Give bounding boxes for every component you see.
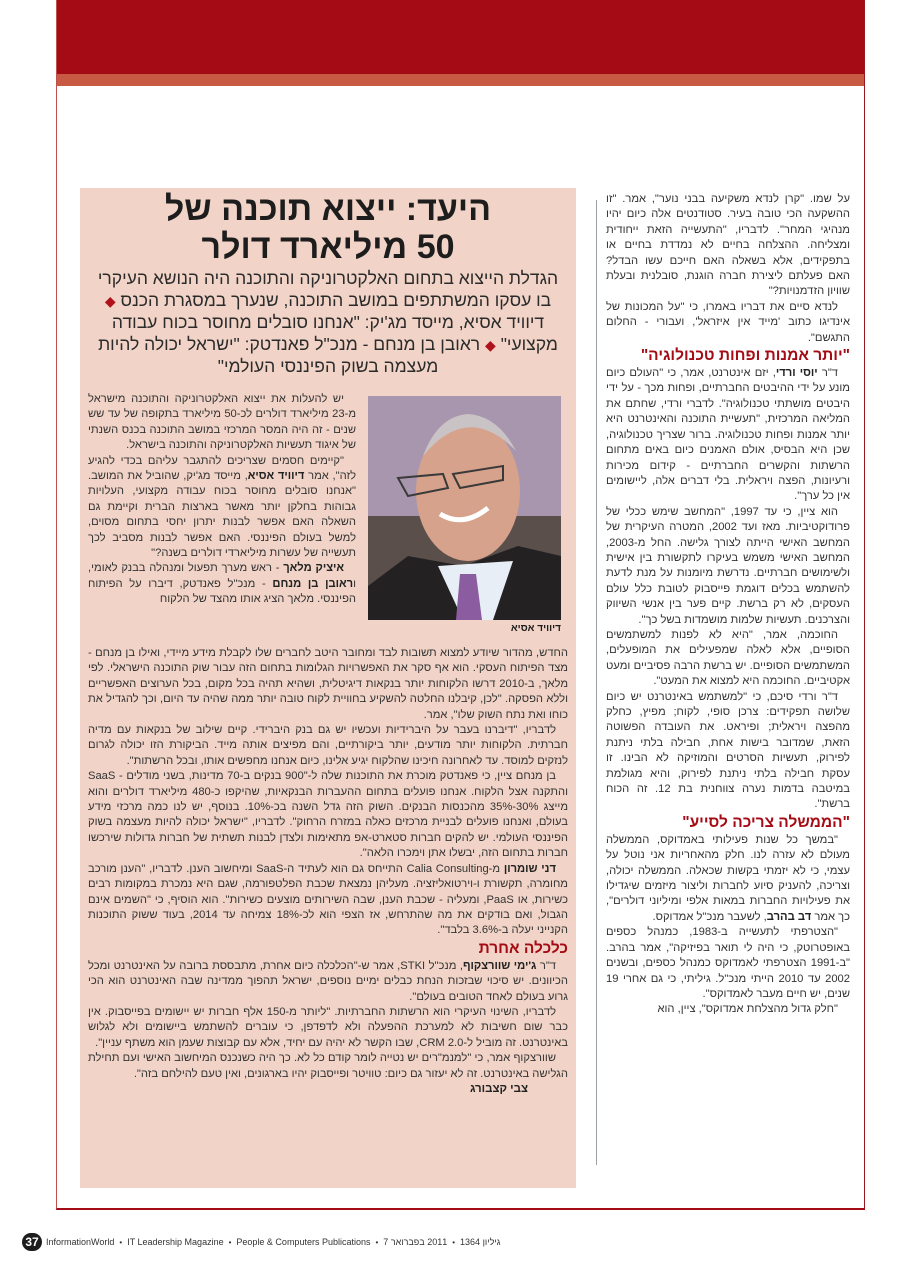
- paragraph: החדש, מהדור שיודע למצוא תשובות לבד ומחובר היטב לחברים שלו לקבלת מידע מיידי, ואילו בן מנחם - מצד הפיתוח העסקי. הוא אף סקר את האפשרויות הגלומות בתחום הזה עבור שוק התוכנה הישראלי. לפי מלאך, ב-2010 דרשו הלקוחות יותר בנקאות דיגיטלית, ושהיא תהיה בכל מקום, בכל הערוצים האפשריים וללא הפסקה. "לכן, קיבלנו החלטה להשקיע בחוויית לקוח טובה יותר ממה שהיה עד היום, וכך להגדיל את כוחו ואת נתח השוק שלו", אמר.: [88, 647, 569, 721]
- subhead-quote-ben-menachem: ראובן בן מנחם - מנכ"ל פאנדטק: "ישראל יכולה להיות מעצמה בשוק הפיננסי העולמי": [98, 333, 481, 376]
- diamond-bullet-icon: ◆: [485, 336, 496, 353]
- paragraph: בן מנחם ציין, כי פאנדטק מוכרת את התוכנות שלה ל-"900 בנקים ב-70 מדינות, בשני מודלים - SaaS והתקנה אצל הלקוח. אנחנו פועלים בתחום ההעברות הבנקאיות, שהיקפו כ-480 מיליארד דולרים והוא מייצג 30%-35% מהכנסות הבנקים. השוק הזה גדל השנה בכ-10%. בנוסף, יש לנו כמה מרכזי מידע בעולם, ואנחנו פועלים לבניית מרכזים כאלה במזרח הרחוק". לדבריו, "ישראל יכולה להיות מעצמה בשוק הפיננסי העולמי. יש להקים חברות סטארט-אפ מתאימות ולצדן לבנות תשתית של חברות גדולות שירכשו חברות בתחום הזה, יבשלו אתן וימכרו הלאה".: [88, 770, 569, 860]
- paragraph: "קיימים חסמים שצריכים להתגבר עליהם בכדי להגיע לזה", אמר דיוויד אסיא, מייסד מג'יק, שהוביל את המושב. "אנחנו סובלים מחוסר בכוח עבודה מקצועי, העלויות גבוהות בחלקן יותר מאשר בארצות הברית וקיימת גם השאלה האם אפשר לבנות יתרון יחסי בתחום מסוים, למשל בעולם הפיננסי. האם אפשר לבנות מסביב לכך תעשייה של עשרות מיליארדי דולרים בשנה?": [88, 454, 356, 560]
- subhead-intro: הגדלת הייצוא בתחום האלקטרוניקה והתוכנה היה הנושא העיקרי בו עסקו המשתתפים במושב התוכנה, שנערך במסגרת הכנס: [97, 268, 559, 310]
- person-name: ראובן בן מנחם: [272, 577, 354, 590]
- paragraph: שוורצקוף אמר, כי "למנמ"רים יש נטייה לומר קודם כל לא. כך היה כשנכנס המיחשוב האישי ועם תחילת הגלישה באינטרנט. זה לא יעזור גם כיום: טוויטר ופייסבוק יהיו בארגונים, ואין טעם להילחם בזה".: [88, 1052, 568, 1080]
- person-name: יוסי ורדי: [775, 367, 818, 380]
- paragraph: לנדא סיים את דבריו באמרו, כי "על המכונות של אינדיגו כתוב 'מייד אין איזראל', ועבורי - החלום התגשם".: [606, 300, 850, 344]
- bullet-separator-icon: •: [119, 1237, 123, 1247]
- headline-line-1: היעד: ייצוא תוכנה של: [164, 190, 492, 228]
- paragraph: "חלק גדול מהצלחת אמדוקס", ציין, הוא: [657, 1003, 838, 1016]
- footer-publisher: People & Computers Publications: [236, 1237, 371, 1247]
- person-name: ג'ימי שוורצקוף: [463, 959, 537, 972]
- paragraph: "הצטרפתי לתעשייה ב-1983, כמנהל כספים באופטרוטק, כי היה לי תואר בפיזיקה", אמר בהרב. "ב-1991 הצטרפתי לאמדוקס כמנהל כספים, ובשנים 2002 עד 2010 הייתי מנכ"ל. גיליתי, כי גם אחרי 19 שנים, יש חיים מעבר לאמדוקס".: [606, 926, 850, 1000]
- section-title: כלכלה אחרת: [478, 939, 568, 957]
- paragraph: לדבריו, "דיברנו בעבר על היברידיות ועכשיו יש גם בנק היברידי. קיים שילוב של בנקאות עם מדיה חברתית. הלקוחות יותר מודעים, יותר ביקורתיים, והם מפיצים אותה מייד. הביקורת הזו יכולה לגרום לנזקים למוסד. עד לאחרונה חיכינו שהלקוח יגיע אלינו, כיום אנחנו מחפשים אותו, ובכל הרשתות".: [88, 724, 568, 767]
- footer-publication: InformationWorld: [46, 1237, 115, 1247]
- bullet-separator-icon: •: [452, 1237, 456, 1247]
- right-column: [606, 192, 850, 1018]
- left-column-wide: [88, 646, 568, 1097]
- person-name: דב בהרב: [766, 910, 812, 923]
- author-byline: צבי קצבורג: [470, 1082, 528, 1095]
- portrait-photo: [368, 396, 561, 620]
- column-divider: [596, 200, 597, 1165]
- left-column-narrow: [88, 392, 356, 608]
- article-subhead: [90, 268, 566, 378]
- paragraph: הוא ציין, כי עד 1997, "המחשב שימש ככלי של פרודוקטיביות. מאז ועד 2002, המטרה העיקרית של המחשב האישי הייתה לצורך גלישה. החל מ-2003, המחשב האישי משמש בעיקרו לתקשורת בין אישית ולשימושים חברתיים. נדרשת מיומנות על מנת לדעת להשתמש בכלים דוגמת פייסבוק לטובת כלל עולם העסקים, לא רק ברשת. קיים פער בין אנשי השיווק והצרכנים. תעשיות שלמות מושמדות בשל כך".: [606, 505, 850, 626]
- paragraph: ד"ר יוסי ורדי, יזם אינטרנט, אמר, כי "העולם כיום מונע על ידי ההיבטים החברתיים, ופחות מכך - על ידי היבטים מושתתי טכנולוגיה". לדברי ורדי, שחתם את המליאה המרכזית, "תעשיית התוכנה והאינטרנט היא יותר אמנות ופחות טכנולוגיה. ברור שצריך טכנולוגיה, שכן היא הבסיס, אולם האמנים כיום באים מתחום הרשתות והקשרים החברתיים - קידום מכירות ורעיונות, הפצה ויראלית. בלי דברים אלה, ליישומים אין כל ערך".: [606, 367, 850, 503]
- paragraph: "במשך כל שנות פעילותי באמדוקס, הממשלה מעולם לא עזרה לנו. חלק מהאחריות אני נוטל על עצמי, כי לא יזמתי בקשות שכאלה. הממשלה יכולה, וצריכה, להעניק סיוע לחברות וליצור מיזמים שיגדילו את פעילויות החברות במאות אלפי ומיליוני דולרים", כך אמר דב בהרב, לשעבר מנכ"ל אמדוקס.: [606, 833, 850, 923]
- footer-date: 2011 בפברואר 7: [383, 1237, 448, 1247]
- paragraph: ד"ר ג'ימי שוורצקוף, מנכ"ל STKI, אמר ש-"הכלכלה כיום אחרת, מתבססת ברובה על האינטרנט ומכל הכיוונים. יש סיכוי שבזכות הנחת כבלים ימיים נוספים, ישראל תהפוך ממדינה שבה האינטרנט הוא הכי גרוע בעולם לאחד הטובים בעולם".: [88, 959, 568, 1003]
- paragraph: החוכמה, אמר, "היא לא לפנות למשתמשים הסופיים, אלא לאלה שמפעילים את המופעלים, המשתמשים הסופיים. יש ברשת הרבה פסיביים ומעט אקטיביים. החוכמה היא למצוא את המעט".: [606, 628, 850, 688]
- diamond-bullet-icon: ◆: [104, 292, 116, 309]
- footer-issue: גיליון 1364: [460, 1237, 501, 1247]
- photo-caption: דיוויד אסיא: [510, 623, 561, 634]
- person-name: איציק מלאך: [283, 562, 345, 575]
- section-title: "הממשלה צריכה לסייע": [682, 813, 850, 831]
- bullet-separator-icon: •: [375, 1237, 379, 1247]
- page-footer: [22, 1233, 501, 1251]
- paragraph: לדבריו, השינוי העיקרי הוא הרשתות החברתיות. "ליותר מ-150 אלף חברות יש יישומים בפייסבוק. אין כבר שום חשיבות לא למערכת ההפעלה ולא לדפדפן, כי עוברים להשתמש ביישומים ולא לגלוש באינטרנט. זה מוביל ל-CRM 2.0, שבו הקשר לא יהיה עם יחיד, אלא עם קבוצות שעמן הוא משתף עניין".: [88, 1005, 568, 1049]
- subhead-quote-asia: דיוויד אסיא, מייסד מג'יק: "אנחנו סובלים מחוסר בכוח עבודה מקצועי": [111, 312, 558, 354]
- article-headline: [80, 190, 576, 266]
- person-name: דני שומרון: [503, 862, 556, 875]
- page-number-badge: 37: [22, 1233, 42, 1251]
- portrait-illustration: [368, 396, 561, 620]
- paragraph: ד"ר ורדי סיכם, כי "למשתמש באינטרנט יש כיום שלושה תפקידים: צרכן סופי, לקוח; מפיץ, כחלק מהפצה ויראלית; ופיראט. את העובדה הפשוטה הזאת, שמדובר בישות אחת, חבילה בלתי ניתנת לפירוק, תעשיות הסרטים והמוזיקה לא הבינו. זו עסקת חבילה בלתי ניתנת לפירוק, והיא מגולמת במיטבה בדמות נערה צווחנית בת 12. זה הכוח ברשת".: [606, 690, 851, 811]
- paragraph: יש להעלות את ייצוא האלקטרוניקה והתוכנה מישראל מ-23 מיליארד דולרים לכ-50 מיליארד בתקופה של עד שש שנים - זה היה המסר המרכזי במושב התוכנה בכנס השנתי של איגוד תעשיות האלקטרוניקה והתוכנה בישראל.: [88, 393, 357, 452]
- bullet-separator-icon: •: [228, 1237, 232, 1247]
- footer-magazine: IT Leadership Magazine: [127, 1237, 224, 1247]
- paragraph: על שמו. "קרן לנדא משקיעה בבני נוער", אמר. "זו ההשקעה הכי טובה בעיר. סטודנטים אלה כיום יהיו מנהיגי המחר". לדבריו, "התעשייה הזאת ייחודית ומצליחה. ההצלחה בחיים לא נמדדת בחיים או בתפקידים, אלא בשאלה האם חייכם עשו הבדל? האם פעלתם ליצירת חברה הוגנת, סובלנית ובעלת שוויון הזדמנויות?": [606, 193, 850, 298]
- section-title: "יותר אמנות ופחות טכנולוגיה": [640, 347, 850, 365]
- paragraph: איציק מלאך - ראש מערך תפעול ומנהלה בבנק לאומי, וראובן בן מנחם - מנכ"ל פאנדטק, דיברו על הפיתוח הפיננסי. מלאך הציג אותו מהצד של הלקוח: [88, 562, 356, 606]
- paragraph: דני שומרון מ-Calia Consulting התייחס גם הוא לעתיד ה-SaaS ומיחשוב הענן. לדבריו, "הענן מורכב מחומרה, תקשורת ו-וירטואליזציה. מעליהן נמצאת שכבת הפלטפורמה, שגם היא נמכרת במקומות רבים כשירות, או PaaS, ומעליה - שכבת הענן, שבה השירותים מוצעים כשירות". הוא הוסיף, כי "השמים אינם הגבול, ואם בודקים את מה שהתרחש, אז הצפי הוא לכ-18% צמיחה עד 2014, בעוד ששוק התוכנות הקנייני יעלה ב-3.6% בלבד".: [88, 862, 568, 937]
- person-name: דיוויד אסיא: [247, 470, 305, 483]
- headline-line-2: 50 מיליארד דולר: [201, 228, 455, 266]
